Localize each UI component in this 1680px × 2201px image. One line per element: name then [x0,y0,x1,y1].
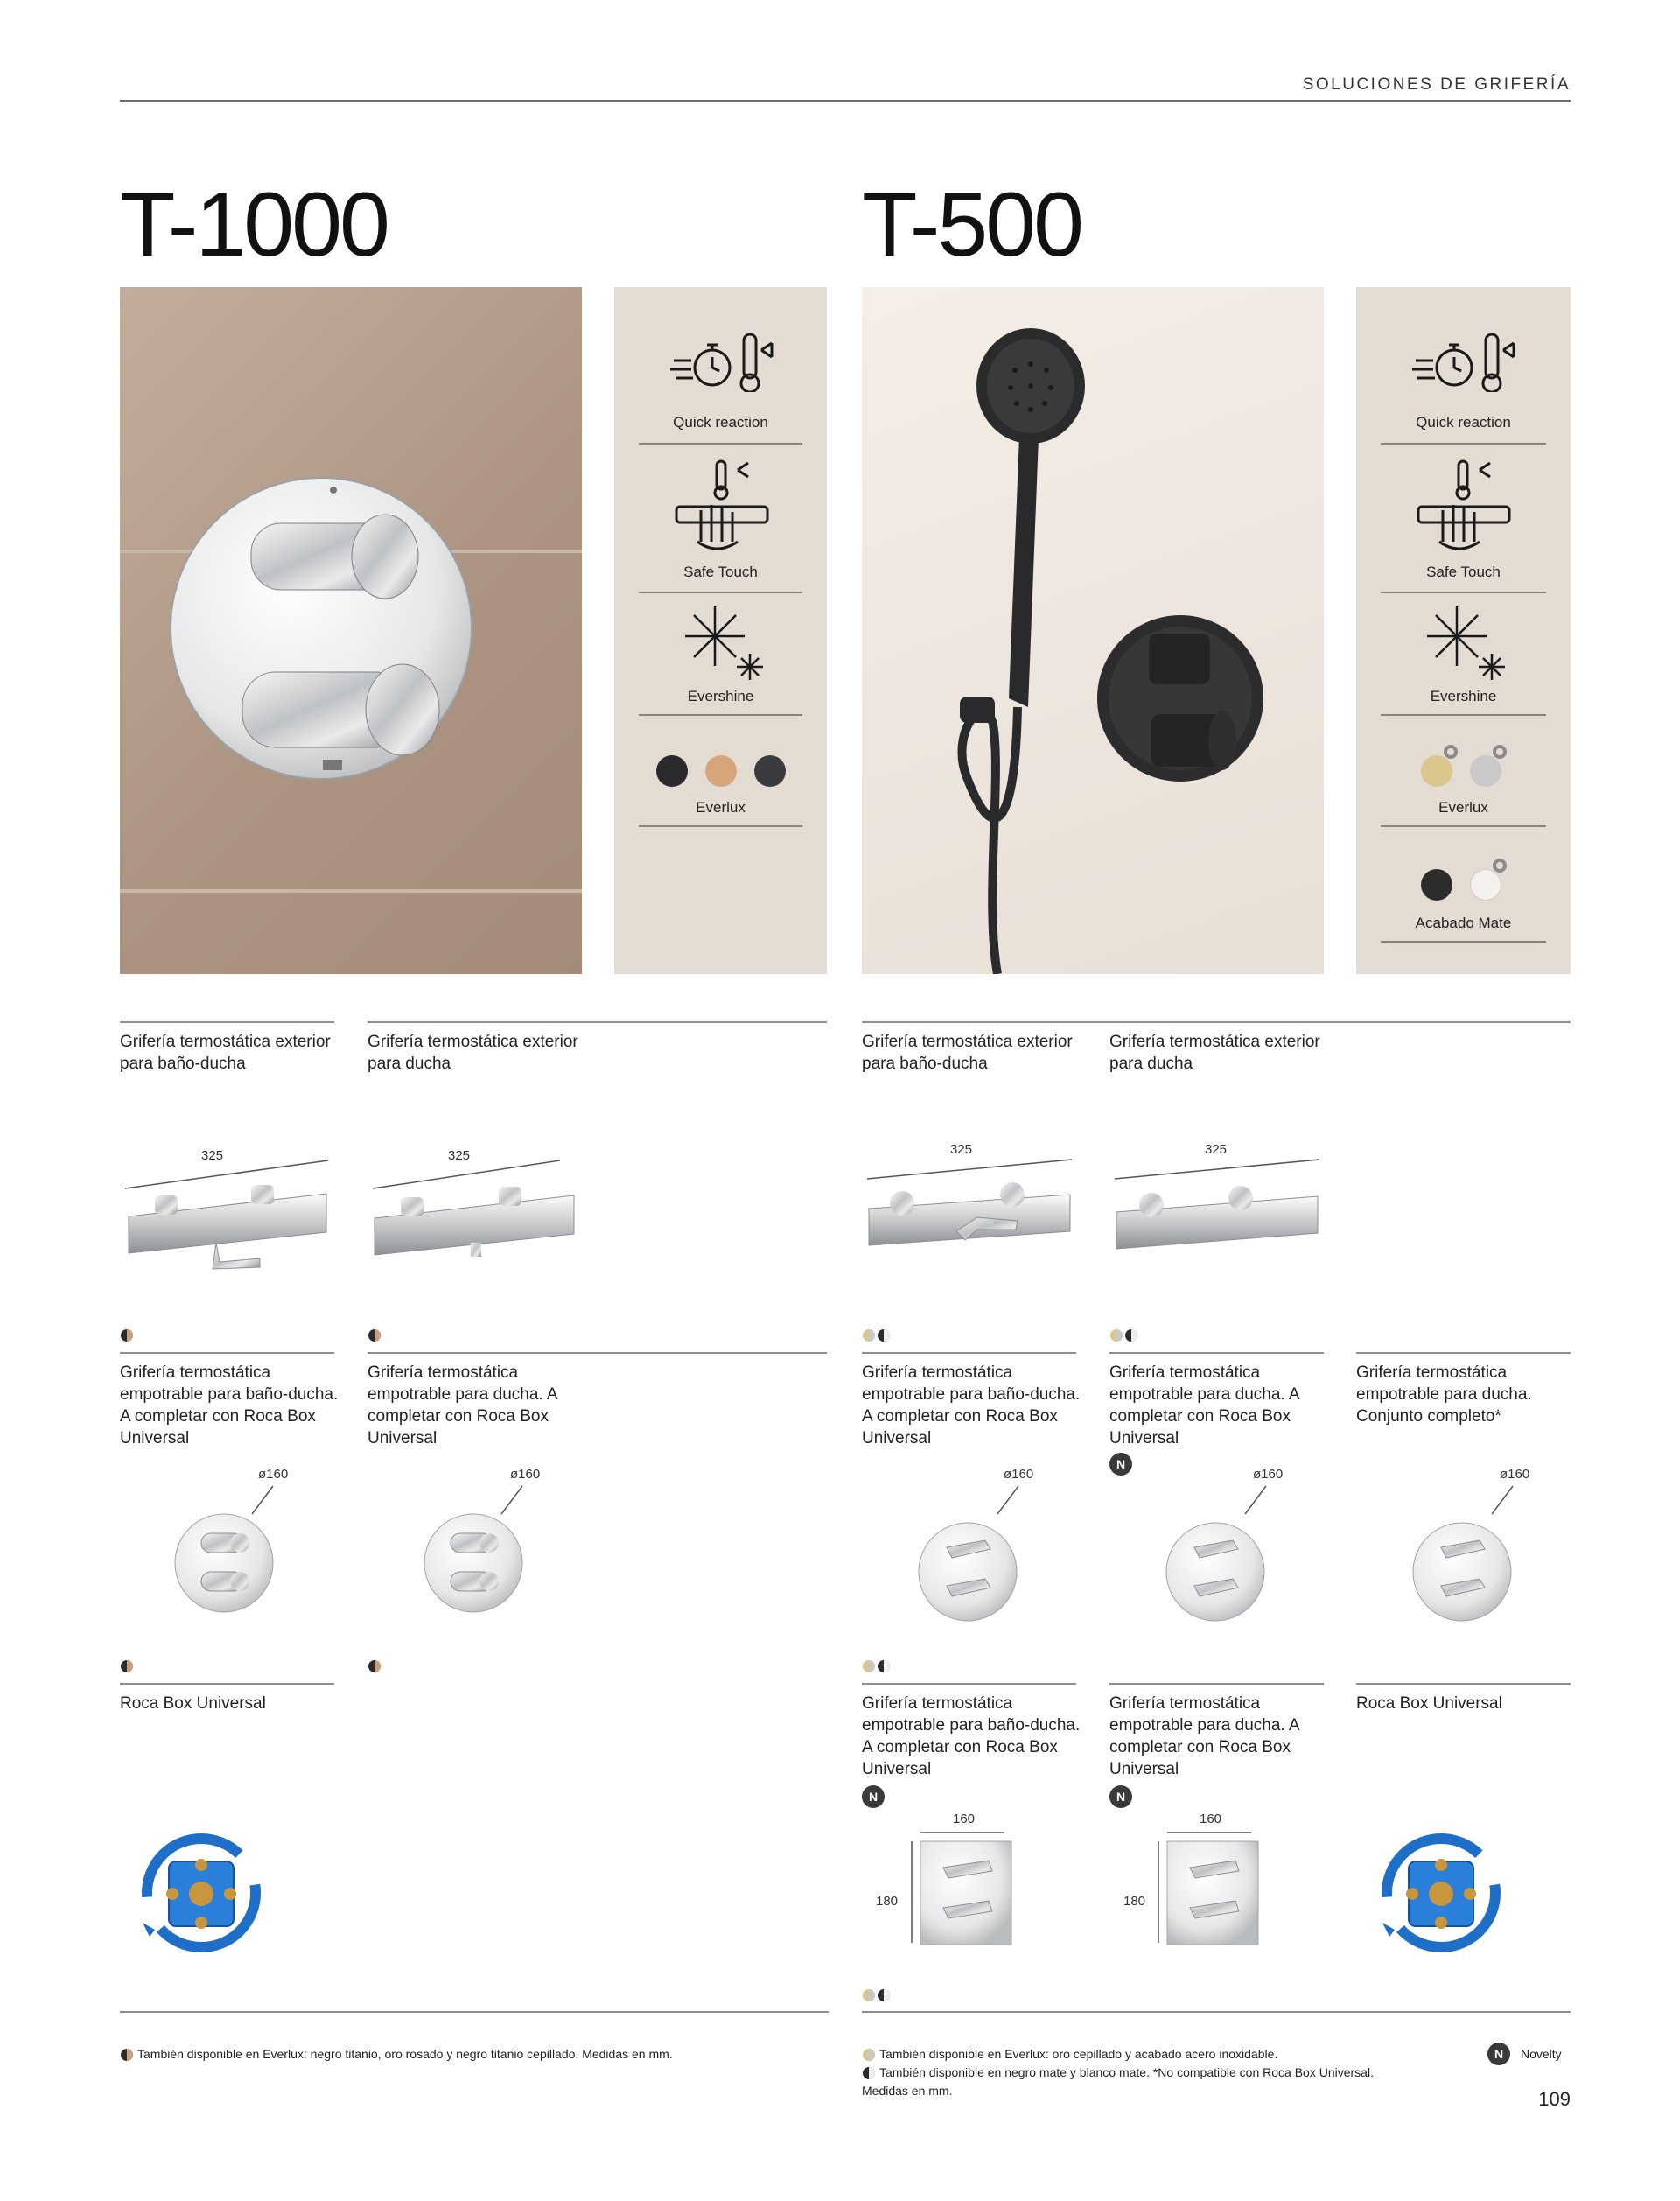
t500-product-photo [862,287,1324,974]
everlux-finish-icon [120,1659,134,1673]
matte-finish-icon [862,2066,876,2080]
exterior-bath-shower-mixer-image [862,1151,1076,1282]
roca-box-universal-image [1376,1825,1507,1956]
product-caption: Grifería termostática exterior para ducha [368,1033,578,1073]
color-swatch-brushed-gold [1421,755,1452,787]
product-caption: Grifería termostática empotrable para ducha. Conjunto completo* [1356,1363,1532,1426]
product-caption: Grifería termostática exterior para ducha [1110,1033,1320,1073]
novelty-mini-icon [1493,745,1507,759]
everlux-finish-icon [120,2048,134,2062]
t1000-feature-everlux: Everlux [614,720,827,834]
exterior-shower-mixer-image [1110,1151,1324,1282]
built-in-round-thermostat-image [1158,1479,1280,1628]
dimension-label: 325 [950,1142,973,1157]
footnote-t500-matte: También disponible en negro mate y blanco mate. *No compatible con Roca Box Universal. [879,2065,1374,2079]
dimension-label: ø160 [510,1467,541,1482]
safe-touch-icon [1413,458,1514,554]
t1000-product-photo [120,287,582,974]
dimension-label: ø160 [1253,1467,1284,1482]
header-divider [120,100,1571,102]
product-caption: Roca Box Universal [120,1694,266,1713]
quick-reaction-icon [1409,331,1518,392]
t1000-feature-safe-touch: Safe Touch [614,449,827,598]
built-in-round-thermostat-image [910,1479,1032,1628]
divider [368,1352,827,1354]
dimension-label: ø160 [1004,1467,1034,1482]
t500-finish-icons [862,1328,892,1342]
product-caption: Grifería termostática exterior para baño-ducha [862,1033,1073,1073]
novelty-legend-label: Novelty [1521,2047,1562,2061]
t500-title: T-500 [862,174,1082,276]
footnote-t1000: También disponible en Everlux: negro titanio, oro rosado y negro titanio cepillado. Medidas en mm. [137,2047,673,2061]
color-swatch-rose-gold [705,755,737,787]
dimension-label: 325 [201,1148,224,1163]
divider [862,1683,1076,1685]
t500-feature-quick-reaction: Quick reaction [1356,287,1571,449]
t500-feature-safe-touch: Safe Touch [1356,449,1571,598]
divider [1110,1352,1324,1354]
dimension-label: 160 [1200,1812,1222,1826]
novelty-badge: N [1110,1453,1132,1476]
t1000-title: T-1000 [120,174,388,276]
built-in-square-thermostat-image [908,1829,1022,1952]
t500-feature-acabado-mate: Acabado Mate [1356,834,1571,957]
color-swatch-matte-white [1470,869,1502,901]
everlux-finish-icon [368,1659,382,1673]
safe-touch-icon [671,458,772,554]
divider [862,1021,1571,1023]
everlux-finish-icon [368,1328,382,1342]
dimension-label: 325 [448,1148,471,1163]
divider [368,1021,827,1023]
t500-finish-icons [862,1988,892,2002]
dimension-label: 180 [1124,1894,1146,1909]
footnote-measures: Medidas en mm. [862,2084,953,2098]
t1000-features-panel [614,287,827,974]
dimension-label: ø160 [258,1467,289,1482]
footer-divider [120,2011,829,2013]
color-swatch-stainless [1470,755,1502,787]
novelty-mini-icon [1493,859,1507,873]
built-in-round-thermostat-image [1404,1479,1527,1628]
dimension-label: 180 [876,1894,899,1909]
divider [1356,1352,1571,1354]
product-caption: Grifería termostática empotrable para baño-ducha. A completar con Roca Box Universal [862,1363,1081,1447]
exterior-shower-mixer-image [368,1155,582,1286]
page-number: 109 [1538,2088,1571,2110]
product-caption: Grifería termostática empotrable para baño-ducha. A completar con Roca Box Universal [862,1694,1081,1778]
t500-feature-evershine: Evershine [1356,598,1571,720]
product-caption: Grifería termostática empotrable para ducha. A completar con Roca Box Universal [1110,1363,1299,1447]
divider [120,1683,334,1685]
t500-features-panel [1356,287,1571,974]
t500-shower-illustration [862,287,1324,974]
evershine-icon [1413,605,1514,683]
built-in-round-thermostat-image [166,1479,289,1628]
product-caption: Grifería termostática exterior para baño-ducha [120,1033,331,1073]
dimension-label: ø160 [1500,1467,1530,1482]
product-caption: Grifería termostática empotrable para ducha. A completar con Roca Box Universal [1110,1694,1299,1778]
divider [120,1021,334,1023]
everlux-finish-icon [862,2048,876,2062]
novelty-mini-icon [1444,745,1458,759]
built-in-round-thermostat-image [416,1479,538,1628]
footer-divider [862,2011,1571,2013]
dimension-label: 160 [953,1812,976,1826]
product-caption: Grifería termostática empotrable para baño-ducha. A completar con Roca Box Universal [120,1363,339,1447]
novelty-badge: N [1110,1785,1132,1808]
section-label: SOLUCIONES DE GRIFERÍA [1302,75,1571,94]
divider [862,1352,1076,1354]
color-swatch-titanium [754,755,786,787]
divider [1356,1683,1571,1685]
t500-finish-icons [1110,1328,1139,1342]
roca-box-universal-image [136,1825,267,1956]
novelty-badge: N [862,1785,885,1808]
dimension-label: 325 [1205,1142,1228,1157]
product-caption: Grifería termostática empotrable para ducha. A completar con Roca Box Universal [368,1363,557,1447]
divider [1110,1683,1324,1685]
product-caption: Roca Box Universal [1356,1694,1502,1713]
exterior-bath-shower-mixer-image [120,1155,334,1286]
divider [120,1352,334,1354]
t1000-feature-quick-reaction: Quick reaction [614,287,827,449]
color-swatch-black [656,755,688,787]
t1000-feature-evershine: Evershine [614,598,827,720]
t500-feature-everlux: Everlux [1356,720,1571,834]
t1000-thermostat-illustration [120,287,582,974]
evershine-icon [671,605,772,683]
everlux-finish-icon [120,1328,134,1342]
quick-reaction-icon [667,331,776,392]
t500-finish-icons [862,1659,892,1673]
color-swatch-matte-black [1421,869,1452,901]
built-in-square-thermostat-image [1155,1829,1269,1952]
footnote-t500-everlux: También disponible en Everlux: oro cepillado y acabado acero inoxidable. [879,2047,1278,2061]
novelty-badge: N [1488,2043,1510,2065]
